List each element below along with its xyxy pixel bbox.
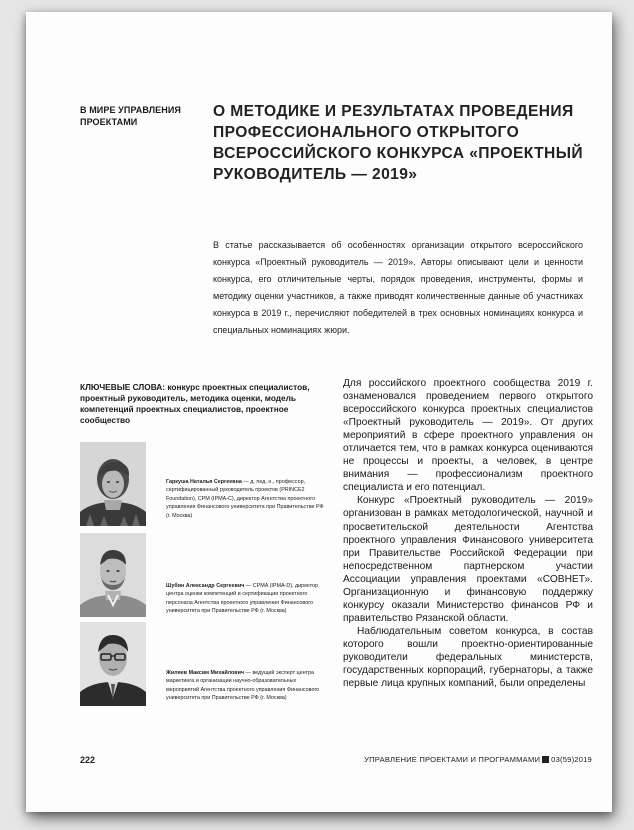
- author-photo: [80, 442, 146, 526]
- keywords-list: конкурс проектных специалистов, проектный руководитель, методика оценки, модель компетенций проектных специалистов, проектное сообщество: [80, 382, 310, 425]
- author-card: [80, 622, 330, 706]
- keywords: [80, 382, 320, 426]
- author-name: Шубин Александр Сергеевич: [166, 583, 245, 589]
- page-number: 222: [80, 755, 96, 765]
- female-portrait-icon: [80, 442, 146, 526]
- author-details: — CPMA (IPMA-D), директор центра оценки компетенций и сертификации проектного персонала Агентства проектного управления Финансового университета при Правительстве РФ (г. Москва): [166, 583, 318, 615]
- issue-number: 03(59)2019: [551, 755, 592, 764]
- author-card: [80, 533, 330, 617]
- body-paragraph: Для российского проектного сообщества 2019 г. ознаменовался проведением первого открытого всероссийского конкурса проектных специалистов «Проектный руководитель — 2019». От других мероприятий в сфере проектного управления он отличается тем, что в рамках конкурса оцениваются не процессы и проекты, а человек, в центре внимания — профессионализм проектного специалиста и его потенциал.: [343, 378, 593, 494]
- journal-name: УПРАВЛЕНИЕ ПРОЕКТАМИ И ПРОГРАММАМИ: [364, 755, 541, 764]
- author-bio: [166, 669, 328, 703]
- rubric-line: В МИРЕ УПРАВЛЕНИЯ: [80, 105, 181, 115]
- author-name: Гаркуша Наталья Сергеевна: [166, 479, 242, 485]
- rubric-line: ПРОЕКТАМИ: [80, 117, 138, 127]
- author-bio: [166, 478, 328, 520]
- body-paragraph: Наблюдательным советом конкурса, в состав которого вошли проектно-ориентированные руководители федеральных министерств, государственных корпораций, губернаторы, а также первые лица крупных компаний, были определены: [343, 625, 593, 690]
- body-paragraph: Конкурс «Проектный руководитель — 2019» организован в рамках методологической, научной и просветительской деятельности Агентства проектного управления Финансового университета при Правительстве Российской Федерации при непосредственном партнерском участии Ассоциации управления проектами «СОВНЕТ». Организационную и финансовую поддержку конкурсу оказали Министерство финансов РФ и правительство Рязанской области.: [343, 495, 593, 624]
- section-rubric: [80, 104, 190, 128]
- square-bullet-icon: [542, 756, 549, 763]
- author-photo: [80, 622, 146, 706]
- author-details: — ведущий эксперт центра маркетинга и организации научно-образовательных мероприятий Агентства проектного управления Финансового университета при Правительстве РФ (г. Москва): [166, 670, 320, 702]
- author-card: [80, 442, 330, 526]
- male-glasses-portrait-icon: [80, 622, 146, 706]
- journal-page: [26, 12, 612, 812]
- author-photo: [80, 533, 146, 617]
- author-details: — д. пед. н., профессор, сертифицированный руководитель проектов (PRINCE2 Foundation), CPM (IPMA-C), директор Агентства проектного управления Финансового университета при Правительстве РФ (г. Москва): [166, 479, 324, 519]
- author-bio: [166, 582, 328, 616]
- male-portrait-icon: [80, 533, 146, 617]
- author-name: Жиляев Максим Михайлович: [166, 670, 245, 676]
- keywords-label: КЛЮЧЕВЫЕ СЛОВА:: [80, 382, 166, 392]
- article-abstract: В статье рассказывается об особенностях организации открытого всероссийского конкурса «Проектный руководитель — 2019». Авторы описывают цели и ценности конкурса, его отличительные черты, порядок проведения, инструменты, формы и методику оценки участников, а также приводят количественные данные об участниках конкурса в 2019 г., перечисляют победителей в трех основных номинациях конкурса и специальных номинациях жюри.: [213, 240, 583, 335]
- article-title: О МЕТОДИКЕ И РЕЗУЛЬТАТАХ ПРОВЕДЕНИЯ ПРОФЕССИОНАЛЬНОГО ОТКРЫТОГО ВСЕРОССИЙСКОГО КОНКУРСА «ПРОЕКТНЫЙ РУКОВОДИТЕЛЬ — 2019»: [213, 103, 583, 183]
- running-footer: [364, 755, 592, 764]
- article-body: [343, 377, 593, 690]
